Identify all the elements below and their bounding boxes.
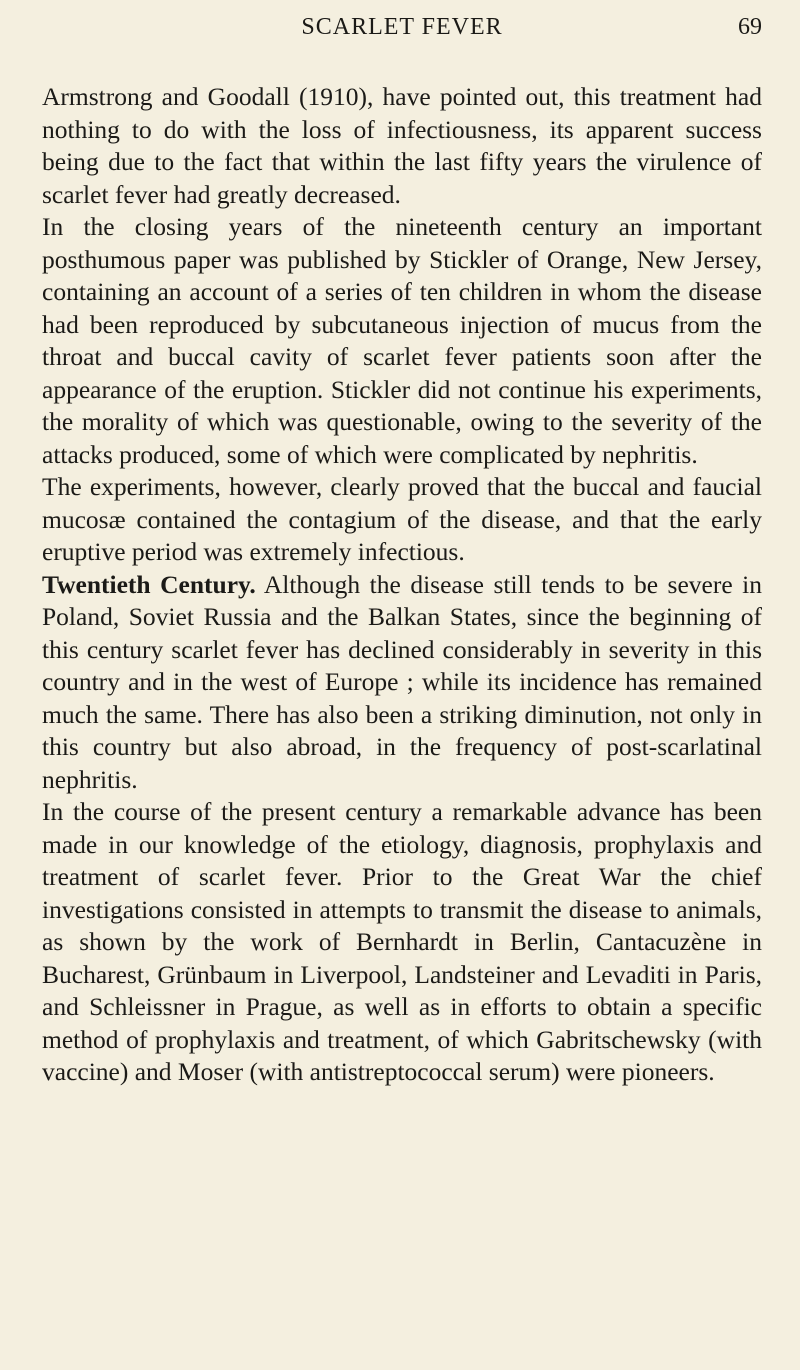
paragraph-text: Although the disease still tends to be severe in Poland, Soviet Russia and the Balkan States, since the beginning of this century scarlet fever has declined considerably in severity in this country and in the west of Europe ; while its incidence has remained much the same. There has also been a striking diminution, not only in this country but also abroad, in the frequency of post-scarlatinal nephritis. (42, 569, 762, 794)
paragraph-text: In the closing years of the nineteenth century an important posthumous paper was published by Stickler of Orange, New Jersey, containing an account of a series of ten children in whom the disease had been reproduced by subcutaneous injection of mucus from the throat and buccal cavity of scarlet fever patients soon after the appearance of the eruption. Stickler did not continue his experiments, the morality of which was questionable, owing to the severity of the attacks produced, some of which were complicated by nephritis. (42, 212, 762, 469)
paragraph-stickler (42, 211, 762, 471)
paragraph-experiments (42, 471, 762, 569)
page-number: 69 (738, 14, 762, 40)
running-title: SCARLET FEVER (301, 14, 503, 40)
paragraph-text: Armstrong and Goodall (1910), have pointed out, this treatment had nothing to do with the loss of infectiousness, its apparent success being due to the fact that within the last fifty years the virulence of scarlet fever had greatly decreased. (42, 82, 762, 209)
paragraph-twentieth-century (42, 569, 762, 797)
paragraph-text: The experiments, however, clearly proved that the buccal and faucial mucosæ contained the contagium of the disease, and that the early eruptive period was extremely infectious. (42, 472, 762, 566)
body-text (42, 81, 762, 1089)
paragraph-text: In the course of the present century a remarkable advance has been made in our knowledge of the etiology, diagnosis, prophylaxis and treatment of scarlet fever. Prior to the Great War the chief investigations consisted in attempts to transmit the disease to animals, as shown by the work of Bernhardt in Berlin, Cantacuzène in Bucharest, Grünbaum in Liverpool, Landsteiner and Levaditi in Paris, and Schleissner in Prague, as well as in efforts to obtain a specific method of prophylaxis and treatment, of which Gabritschewsky (with vaccine) and Moser (with antistreptococcal serum) were pioneers. (42, 797, 762, 1086)
run-in-heading: Twentieth Century. (42, 569, 256, 599)
paragraph-present-century (42, 796, 762, 1089)
paragraph-armstrong-goodall (42, 81, 762, 211)
book-page (42, 0, 762, 1370)
running-head (42, 6, 762, 50)
